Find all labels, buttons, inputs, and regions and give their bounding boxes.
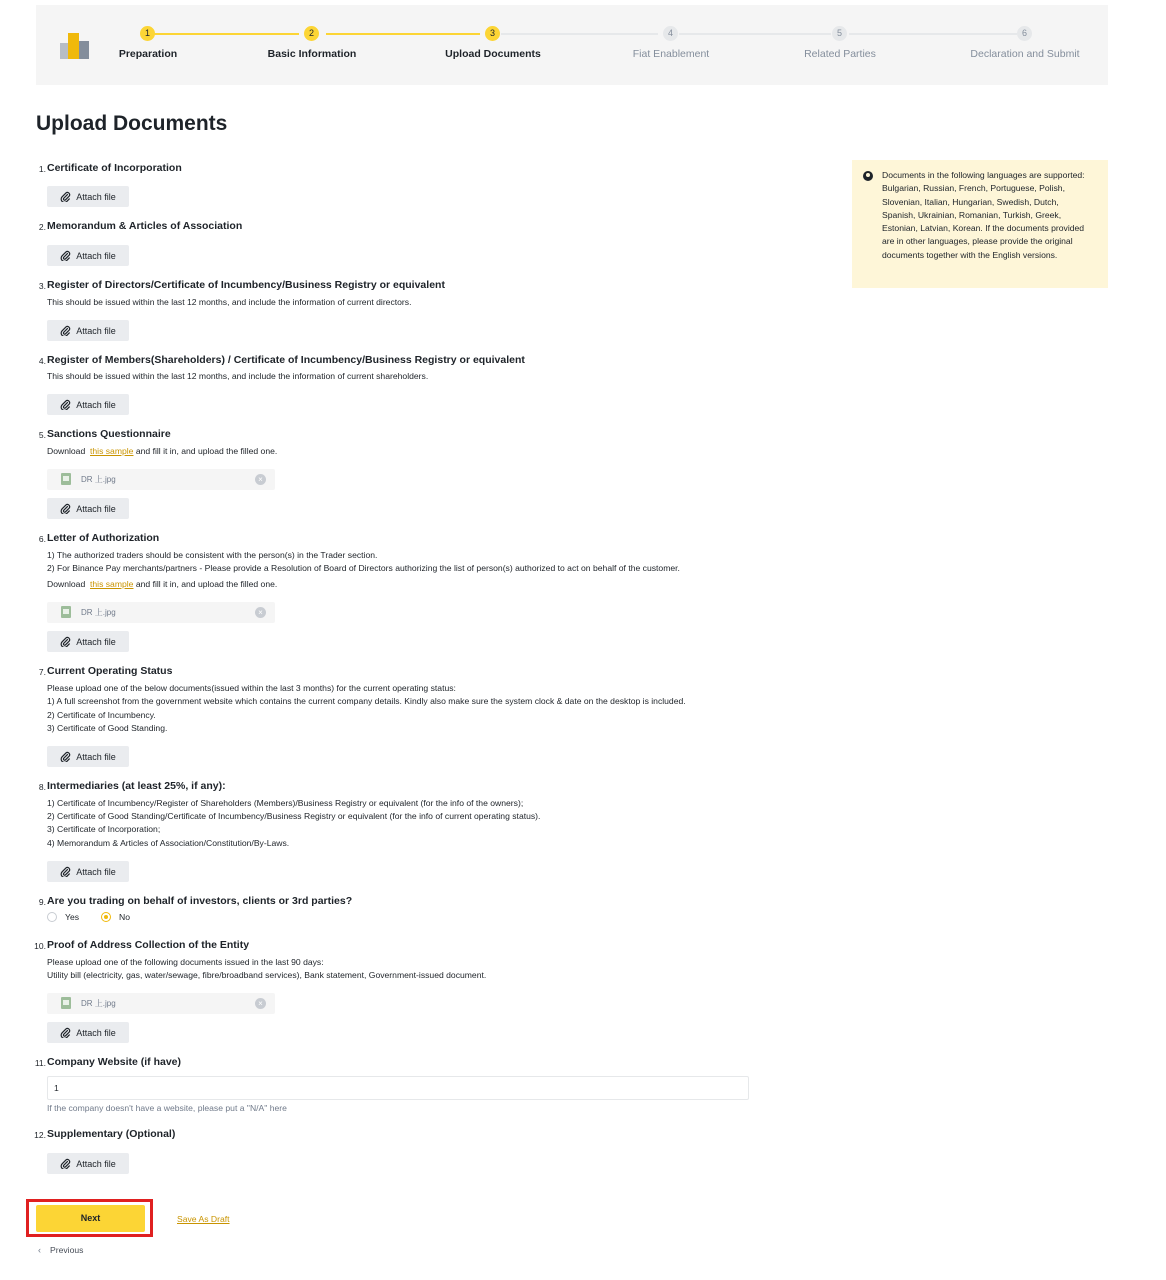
item-description: Please upload one of the below documents(issued within the last 3 months) for the current operating status: [47, 683, 456, 693]
file-name: DR 上.jpg [81, 608, 116, 617]
download-prefix: Download [47, 579, 86, 589]
item-number: 11. [34, 1058, 46, 1068]
next-button[interactable]: Next [36, 1205, 145, 1232]
item-description: This should be issued within the last 12 months, and include the information of current directors. [47, 297, 412, 307]
attach-file-label: Attach file [76, 250, 116, 261]
item-number: 3. [38, 281, 46, 291]
step-2-number: 2 [304, 26, 319, 41]
paperclip-icon [60, 325, 71, 336]
paperclip-icon [60, 751, 71, 762]
step-6-number: 6 [1017, 26, 1032, 41]
item-title: Company Website (if have) [47, 1056, 181, 1068]
paperclip-icon [60, 1027, 71, 1038]
item-title: Are you trading on behalf of investors, clients or 3rd parties? [47, 895, 353, 907]
attach-file-button[interactable] [47, 631, 129, 652]
attach-file-label: Attach file [76, 399, 116, 410]
download-suffix: and fill it in, and upload the filled one. [135, 446, 278, 456]
file-name: DR 上.jpg [81, 999, 116, 1008]
item-title: Current Operating Status [47, 665, 173, 677]
step-4-label: Fiat Enablement [632, 48, 710, 60]
item-title: Letter of Authorization [47, 532, 160, 544]
file-name: DR 上.jpg [81, 475, 116, 484]
item-number: 9. [38, 897, 46, 907]
radio-yes[interactable] [47, 912, 79, 922]
radio-no[interactable] [101, 912, 130, 922]
item-number: 12. [34, 1130, 46, 1140]
attach-file-button[interactable] [47, 1153, 129, 1174]
save-as-draft-link[interactable]: Save As Draft [177, 1214, 230, 1224]
image-file-icon [61, 473, 71, 485]
download-suffix: and fill it in, and upload the filled one. [135, 579, 278, 589]
company-website-hint: If the company doesn't have a website, please put a "N/A" here [47, 1103, 287, 1113]
step-1-number: 1 [140, 26, 155, 41]
page-title: Upload Documents [36, 112, 228, 135]
image-file-icon [61, 606, 71, 618]
attach-file-label: Attach file [76, 191, 116, 202]
item-title: Register of Directors/Certificate of Incumbency/Business Registry or equivalent [47, 279, 445, 291]
item-description: 2) For Binance Pay merchants/partners - Please provide a Resolution of Board of Directors authorizing the list of person(s) authorized to act on behalf of the customer. [47, 563, 680, 573]
trading-on-behalf-radio-group [47, 912, 130, 922]
download-sample-line [47, 445, 277, 458]
item-description: This should be issued within the last 12 months, and include the information of current shareholders. [47, 371, 429, 381]
attach-file-label: Attach file [76, 325, 116, 336]
download-prefix: Download [47, 446, 86, 456]
radio-yes-label: Yes [65, 912, 80, 922]
attach-file-button[interactable] [47, 394, 129, 415]
attach-file-label: Attach file [76, 866, 116, 877]
item-title: Proof of Address Collection of the Entity [47, 939, 250, 951]
language-info-box [852, 160, 1108, 288]
previous-button[interactable] [38, 1245, 83, 1255]
info-text: Documents in the following languages are supported: Bulgarian, Russian, French, Portuguese, Polish, Slovenian, Italian, Hungarian, Swedish, Dutch, Spanish, Ukrainian, Romanian, Turkish, Greek, Estonian, Latvian, Korean. If the documents provided are in other languages, please provide the original documents together with the English versions. [882, 170, 1085, 260]
radio-unchecked-icon [47, 912, 57, 922]
download-sample-line [47, 578, 277, 591]
item-description: 4) Memorandum & Articles of Association/Constitution/By-Laws. [47, 838, 290, 848]
step-5-label: Related Parties [804, 48, 876, 60]
item-number: 8. [38, 782, 46, 792]
paperclip-icon [60, 399, 71, 410]
company-logo-icon [60, 31, 92, 59]
attach-file-label: Attach file [76, 1158, 116, 1169]
attach-file-label: Attach file [76, 1027, 116, 1038]
step-connector [679, 33, 831, 35]
item-title: Memorandum & Articles of Association [47, 220, 243, 232]
step-connector [326, 33, 480, 35]
item-description: 2) Certificate of Incumbency. [47, 710, 156, 720]
remove-file-icon[interactable]: × [255, 607, 266, 618]
paperclip-icon [60, 1158, 71, 1169]
step-5-number: 5 [832, 26, 847, 41]
attach-file-label: Attach file [76, 503, 116, 514]
info-bulb-icon [863, 171, 873, 181]
attach-file-button[interactable] [47, 861, 129, 882]
item-title: Supplementary (Optional) [47, 1128, 176, 1140]
item-description: Please upload one of the following documents issued in the last 90 days: [47, 957, 324, 967]
attach-file-label: Attach file [76, 751, 116, 762]
step-2-label: Basic Information [267, 48, 357, 60]
item-description: 1) The authorized traders should be consistent with the person(s) in the Trader section. [47, 550, 378, 560]
step-3-label: Upload Documents [445, 48, 541, 60]
item-number: 2. [38, 222, 46, 232]
item-number: 4. [38, 356, 46, 366]
paperclip-icon [60, 503, 71, 514]
paperclip-icon [60, 866, 71, 877]
uploaded-file [47, 469, 275, 490]
progress-stepper [36, 5, 1108, 85]
attach-file-button[interactable] [47, 186, 129, 207]
item-title: Certificate of Incorporation [47, 162, 182, 174]
paperclip-icon [60, 250, 71, 261]
item-title: Sanctions Questionnaire [47, 428, 171, 440]
item-description: 1) A full screenshot from the government website which contains the current company details. Kindly also make sure the system clock & date on the desktop is included. [47, 696, 686, 706]
remove-file-icon[interactable]: × [255, 998, 266, 1009]
step-connector [154, 33, 299, 35]
step-connector [501, 33, 658, 35]
paperclip-icon [60, 191, 71, 202]
attach-file-button[interactable] [47, 320, 129, 341]
attach-file-button[interactable] [47, 1022, 129, 1043]
chevron-left-icon: ‹ [38, 1245, 41, 1255]
step-connector [849, 33, 1017, 35]
attach-file-button[interactable] [47, 746, 129, 767]
item-number: 5. [38, 430, 46, 440]
item-title: Intermediaries (at least 25%, if any): [47, 780, 226, 792]
uploaded-file [47, 993, 275, 1014]
item-description: 3) Certificate of Incorporation; [47, 824, 161, 834]
item-description: 2) Certificate of Good Standing/Certificate of Incumbency/Business Registry or equivalent (for the info of current operating status). [47, 811, 541, 821]
item-title: Register of Members(Shareholders) / Certificate of Incumbency/Business Registry or equivalent [47, 354, 525, 366]
radio-no-label: No [119, 912, 131, 922]
attach-file-button[interactable] [47, 498, 129, 519]
remove-file-icon[interactable]: × [255, 474, 266, 485]
step-1-label: Preparation [118, 48, 178, 60]
paperclip-icon [60, 636, 71, 647]
company-website-input[interactable]: 1 [47, 1076, 749, 1100]
item-description: 1) Certificate of Incumbency/Register of Shareholders (Members)/Business Registry or equivalent (for the info of the owners); [47, 798, 524, 808]
item-number: 7. [38, 667, 46, 677]
step-4-number: 4 [663, 26, 678, 41]
attach-file-label: Attach file [76, 636, 116, 647]
item-description: Utility bill (electricity, gas, water/sewage, fibre/broadband services), Bank statement, Government-issued document. [47, 970, 487, 980]
attach-file-button[interactable] [47, 245, 129, 266]
uploaded-file [47, 602, 275, 623]
step-6-label: Declaration and Submit [970, 48, 1080, 60]
item-description: 3) Certificate of Good Standing. [47, 723, 168, 733]
sample-download-link[interactable]: this sample [90, 579, 134, 589]
sample-download-link[interactable]: this sample [90, 446, 134, 456]
item-number: 1. [38, 164, 46, 174]
image-file-icon [61, 997, 71, 1009]
item-number: 10. [34, 941, 46, 951]
step-3-number: 3 [485, 26, 500, 41]
radio-checked-icon [101, 912, 111, 922]
item-number: 6. [38, 534, 46, 544]
previous-label: Previous [50, 1245, 84, 1255]
